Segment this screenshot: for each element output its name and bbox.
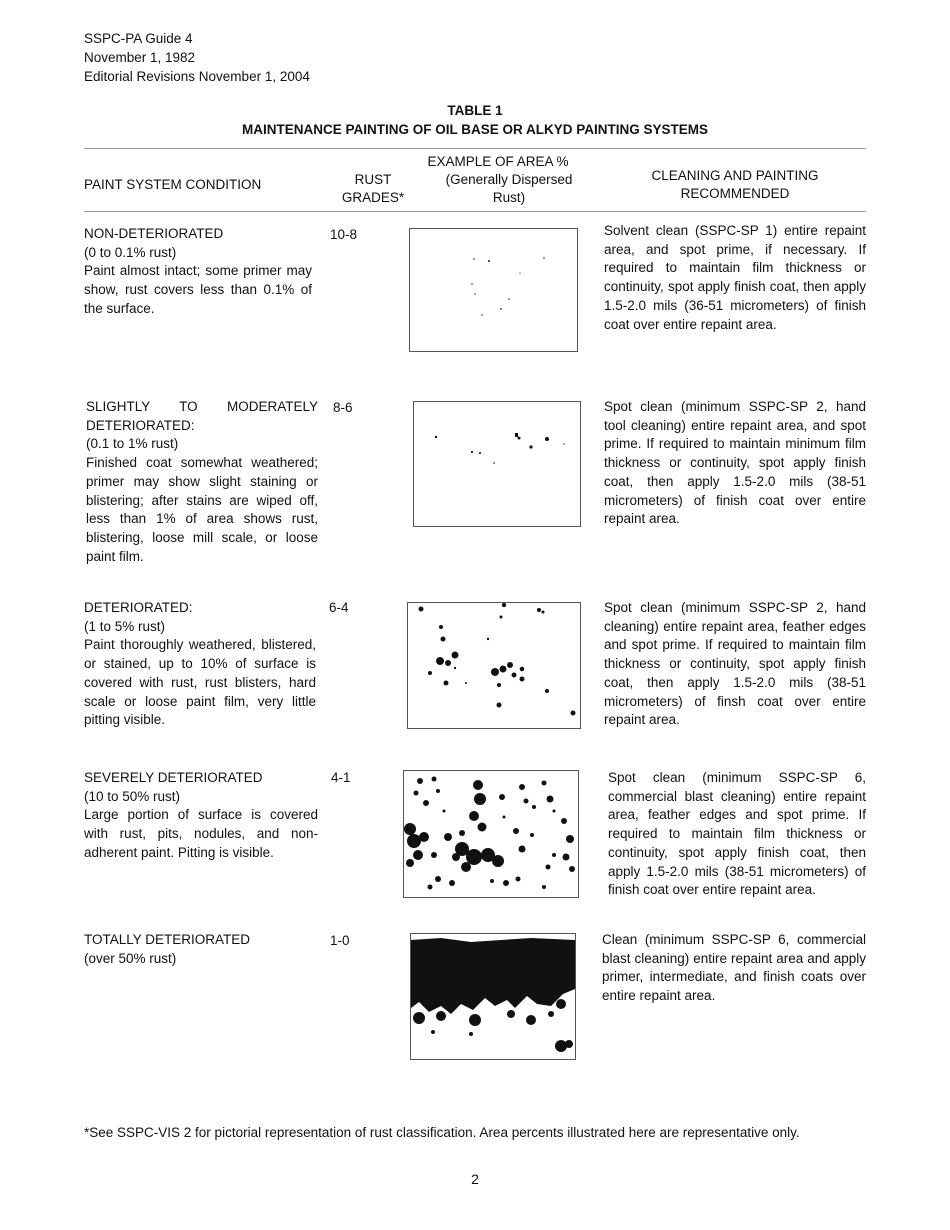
table-row-1-recommendation: Solvent clean (SSPC-SP 1) entire repaint area, and spot prime, if necessary. If required to maintain film thickness or continuity, spot apply finish coat, then apply 1.5-2.0 mils (36-51 micrometers) of finish coat over entire repaint area. bbox=[604, 223, 866, 332]
condition-title: TOTALLY DETERIORATED bbox=[84, 932, 251, 947]
condition-rust-range: (10 to 50% rust) bbox=[84, 788, 181, 804]
table-row-2-grade: 8-6 bbox=[333, 400, 353, 415]
table-row-1-condition bbox=[84, 225, 312, 319]
table-row-5-grade: 1-0 bbox=[330, 933, 350, 948]
col-header-cleaning-line1: CLEANING AND PAINTING bbox=[651, 168, 819, 183]
table-row-3-recommendation: Spot clean (minimum SSPC-SP 2, hand cleaning) entire repaint area, feather edges and spot prime. If required to maintain film thickness or continuity, spot apply finish coat, then apply 1.5-2.0 mils (38-51 micrometers) of finsh coat over entire repaint area. bbox=[604, 600, 866, 728]
condition-title: SLIGHTLY TO MODERATELY DETERIORATED: bbox=[86, 399, 318, 433]
table-header-rule bbox=[84, 211, 866, 212]
table-row-3-condition bbox=[84, 599, 316, 730]
col-header-example-line3: Rust) bbox=[492, 190, 526, 205]
col-header-example-area bbox=[413, 153, 583, 207]
rust-example-image-2 bbox=[413, 401, 581, 527]
table-row-3-grade: 6-4 bbox=[329, 600, 349, 615]
col-header-cleaning bbox=[620, 167, 850, 203]
col-header-cleaning-line2: RECOMMENDED bbox=[680, 186, 790, 201]
table-row-1-grade: 10-8 bbox=[330, 227, 358, 242]
table-row-4-recommendation: Spot clean (minimum SSPC-SP 6, commercial blast cleaning) entire repaint area, feather edges and spot prime. If required to maintain film thickness or continuity, spot apply finish coat, then apply 1.5-2.0 mils (38-51 micrometers) of finish coat over entire repaint area. bbox=[608, 770, 866, 898]
table-row-4-grade: 4-1 bbox=[331, 770, 351, 785]
condition-description: Paint thoroughly weathered, blistered, or stained, up to 10% of surface is covered with rust, rust blisters, hard scale or loose paint film, very little pitting visible. bbox=[84, 637, 316, 728]
rust-example-image-3 bbox=[407, 602, 581, 729]
footnote: *See SSPC-VIS 2 for pictorial representation of rust classification. Area percents illustrated here are representative only. bbox=[84, 1125, 800, 1140]
document-header bbox=[84, 29, 310, 86]
doc-id: SSPC-PA Guide 4 bbox=[84, 31, 193, 46]
condition-rust-range: (over 50% rust) bbox=[84, 950, 177, 966]
rust-example-image-4 bbox=[403, 770, 579, 898]
table-number: TABLE 1 bbox=[447, 103, 503, 118]
condition-title: SEVERELY DETERIORATED bbox=[84, 770, 263, 785]
col-header-example-line1: EXAMPLE OF AREA % bbox=[427, 154, 569, 169]
table-row-4-condition bbox=[84, 769, 318, 863]
doc-revision: Editorial Revisions November 1, 2004 bbox=[84, 69, 310, 84]
condition-rust-range: (0.1 to 1% rust) bbox=[86, 436, 179, 452]
rust-example-image-5 bbox=[410, 933, 576, 1060]
table-row-5-recommendation: Clean (minimum SSPC-SP 6, commercial blast cleaning) entire repaint area and apply primer, intermediate, and finish coats over entire repaint area. bbox=[602, 932, 866, 1004]
table-top-rule bbox=[84, 148, 866, 149]
doc-date: November 1, 1982 bbox=[84, 50, 196, 65]
table-row-2-recommendation: Spot clean (minimum SSPC-SP 2, hand tool cleaning) entire repaint area, and spot prime. If required to maintain minimum film thickness or continuity, spot apply finish coat, then apply 1.5-2.0 mils (38-51 micrometers) of finish coat over entire repaint area. bbox=[604, 399, 866, 527]
page-number: 2 bbox=[471, 1171, 479, 1187]
condition-title: NON-DETERIORATED bbox=[84, 226, 224, 241]
condition-description: Large portion of surface is covered with rust, pits, nodules, and non-adherent paint. Pitting is visible. bbox=[84, 807, 318, 860]
col-header-condition: PAINT SYSTEM CONDITION bbox=[84, 177, 262, 192]
col-header-rust-line2: GRADES* bbox=[341, 190, 405, 205]
rust-example-image-1 bbox=[409, 228, 578, 352]
col-header-rust-line1: RUST bbox=[354, 172, 392, 187]
condition-title: DETERIORATED: bbox=[84, 600, 193, 615]
col-header-example-line2: (Generally Dispersed bbox=[445, 172, 573, 187]
table-title: MAINTENANCE PAINTING OF OIL BASE OR ALKYD PAINTING SYSTEMS bbox=[241, 122, 709, 137]
table-row-5-condition bbox=[84, 931, 318, 968]
condition-rust-range: (0 to 0.1% rust) bbox=[84, 244, 177, 260]
condition-description: Paint almost intact; some primer may show, rust covers less than 0.1% of the surface. bbox=[84, 263, 312, 316]
table-row-2-condition bbox=[86, 398, 318, 566]
condition-rust-range: (1 to 5% rust) bbox=[84, 618, 166, 634]
condition-description: Finished coat somewhat weathered; primer may show slight staining or blistering; after stains are wiped off, less than 1% of area shows rust, blistering, loose mill scale, or loose paint film. bbox=[86, 455, 318, 564]
col-header-rust-grades bbox=[326, 171, 420, 207]
